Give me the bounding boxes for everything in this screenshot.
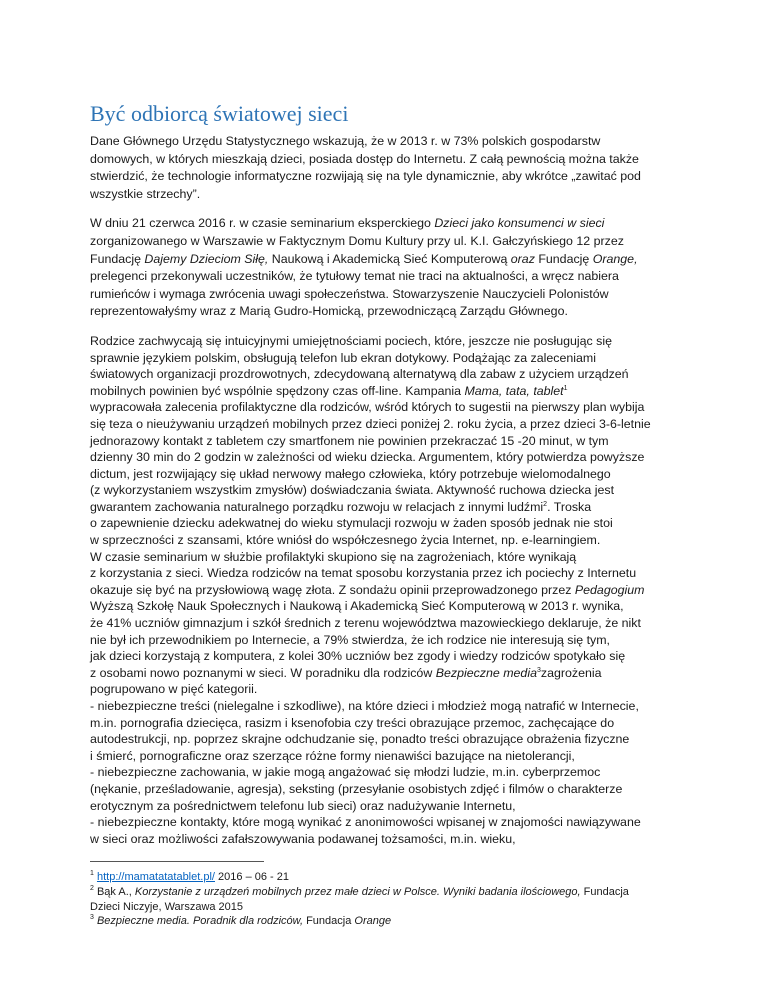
- text-line: Dane Głównego Urzędu Statystycznego wskazują, że w 2013 r. w 73% polskich gospodarstw: [90, 134, 601, 148]
- text-line: dictum, jest rozwijający się układ nerwowy małego człowieka, który potrzebuje wielomodalnego: [90, 466, 611, 481]
- text-line: o zapewnienie dziecku adekwatnej do wieku stymulacji rozwoju w żaden sposób jednak nie stoi: [90, 516, 613, 531]
- text-line: Wyższą Szkołę Nauk Społecznych i Naukową i Akademicką Sieć Komputerową w 2013 r. wynika,: [90, 599, 624, 614]
- text-line: domowych, w których mieszkają dzieci, posiada dostęp do Internetu. Z całą pewnością można także: [90, 151, 639, 166]
- text-line: jednorazowy kontakt z tabletem czy smartfonem nie powinien przekraczać 15 -20 minut, w tym: [90, 433, 609, 448]
- text-line: się teza o nieużywaniu urządzeń mobilnych przez dzieci poniżej 2. roku życia, a przez dzieci 3-6-letnie: [90, 416, 651, 431]
- text-line: Fundację Dajemy Dzieciom Siłę, Naukową i Akademicką Sieć Komputerową oraz Fundację Orange,: [90, 251, 638, 266]
- text-line: okazuje się być na przysłowiową wagę złota. Z sondażu opinii przeprowadzonego przez Pedagogium: [90, 582, 645, 597]
- paragraph-intro: [90, 133, 690, 203]
- footnote-2-cont: Dzieci Niczyje, Warszawa 2015: [90, 900, 244, 913]
- paragraph-seminar: [90, 215, 690, 321]
- footnote-1: $^1$ http://mamatatatablet.pl/ 2016 – 06 - 21: [90, 870, 289, 884]
- text-line: sprawnie językiem polskim, obsługują telefon lub ekran dotykowy. Podążając za zaleceniami: [90, 350, 596, 365]
- text-line: - niebezpieczne zachowania, w jakie mogą angażować się młodzi ludzie, m.in. cyberprzemoc: [90, 765, 601, 780]
- text-line: w sprzeczności z szansami, które wniósł do współczesnego życia Internet, np. e-learningiem.: [90, 533, 601, 548]
- text-line: stwierdzić, że technologie informatyczne rozwijają się na tyle dynamicznie, aby wkrótce „zawitać pod: [90, 169, 641, 184]
- text-line: z osobami nowo poznanymi w sieci. W poradniku dla rodziców Bezpieczne media$^3$zagrożenia: [90, 665, 602, 680]
- text-line: (z wykorzystaniem wszystkim zmysłów) doświadczania świata. Aktywność ruchowa dziecka jest: [90, 483, 615, 498]
- footnote-ref-1[interactable]: 1: [563, 384, 568, 392]
- text-line: prelegenci przekonywali uczestników, że tytułowy temat nie traci na aktualności, a wręcz nabiera: [90, 269, 619, 284]
- text-line: W dniu 21 czerwca 2016 r. w czasie seminarium eksperckiego Dzieci jako konsumenci w sieci: [90, 216, 605, 231]
- footnote-link[interactable]: http://mamatatatablet.pl/: [96, 871, 215, 884]
- text-line: że 41% uczniów gimnazjum i szkół średnich z terenu województwa mazowieckiego deklaruje, że nikt: [90, 616, 641, 631]
- text-line: światowych organizacji prozdrowotnych, zdecydowaną alternatywą dla zabaw z użyciem urządzeń: [90, 367, 629, 382]
- text-line: autodestrukcji, np. poprzez skrajne odchudzanie się, ponadto treści obrazujące obrażenia fizyczne: [90, 732, 630, 747]
- footnote-3: $^3$ Bezpieczne media. Poradnik dla rodziców, Fundacja Orange: [90, 914, 392, 928]
- text-line: W czasie seminarium w służbie profilaktyki skupiono się na zagrożeniach, które wynikają: [90, 549, 577, 564]
- text-line: i śmierć, pornograficzne oraz szerzące różne formy nienawiści bazujące na nietolerancji,: [90, 748, 575, 763]
- footnote-ref-3[interactable]: 3: [536, 666, 541, 674]
- paragraph-main: [90, 333, 690, 847]
- footnote-separator: [90, 861, 264, 862]
- text-line: zorganizowanego w Warszawie w Faktycznym Domu Kultury przy ul. K.I. Gałczyńskiego 12 przez: [90, 233, 624, 248]
- document-page: [90, 100, 690, 929]
- text-line: rumieńców i wymaga zwrócenia uwagi społeczeństwa. Stowarzyszenie Nauczycieli Polonistów: [90, 286, 609, 301]
- text-line: pogrupowano w pięć kategorii.: [90, 682, 258, 697]
- footnote-2: $^2$ Bąk A., Korzystanie z urządzeń mobilnych przez małe dzieci w Polsce. Wyniki badania ilościowego, Fundacja: [90, 884, 629, 898]
- text-line: dzienny 30 min do 2 godzin w zależności od wieku dziecka. Argumentem, który potwierdza powyższe: [90, 450, 645, 465]
- text-line: reprezentowałyśmy wraz z Marią Gudro-Homicką, przewodniczącą Zarządu Głównego.: [90, 304, 568, 319]
- text-line: gwarantem zachowania naturalnego porządku rozwoju w relacjach z innymi ludźmi$^2$. Troska: [90, 499, 592, 514]
- text-line: Rodzice zachwycają się intuicyjnymi umiejętnościami pociech, które, jeszcze nie posługując się: [90, 333, 613, 348]
- text-line: (nękanie, prześladowanie, agresja), seksting (przesyłanie osobistych zdjęć i filmów o charakterze: [90, 781, 623, 796]
- text-line: w sieci oraz możliwości zafałszowywania podawanej tożsamości, m.in. wieku,: [90, 831, 516, 846]
- text-line: wszystkie strzechy”.: [90, 186, 201, 201]
- text-line: m.in. pornografia dziecięca, rasizm i ksenofobia czy treści obrazujące przemoc, zachęcające do: [90, 715, 615, 730]
- footnote-ref-2[interactable]: 2: [543, 500, 548, 508]
- text-line: z korzystania z sieci. Wiedza rodziców na temat sposobu korzystania przez ich pociechy z Internetu: [90, 566, 637, 581]
- text-line: - niebezpieczne treści (nielegalne i szkodliwe), na które dzieci i młodzież mogą natrafić w Internecie,: [90, 699, 639, 713]
- text-line: - niebezpieczne kontakty, które mogą wynikać z anonimowości wpisanej w znajomości nawiązywane: [90, 815, 641, 830]
- footnotes: [90, 870, 690, 928]
- text-line: jak dzieci korzystają z komputera, z kolei 30% uczniów bez zgody i wiedzy rodziców spotykało się: [90, 649, 626, 664]
- text-line: erotycznym za pośrednictwem telefonu lub sieci) oraz nadużywanie Internetu,: [90, 798, 516, 813]
- document-title: Być odbiorcą światowej sieci: [90, 101, 349, 126]
- seminar-title: Dzieci jako konsumenci w sieci: [434, 216, 605, 231]
- text-line: mobilnych powinien być wspólnie spędzony czas off-line. Kampania Mama, tata, tablet$^1$: [90, 383, 568, 398]
- text-line: wypracowała zalecenia profilaktyczne dla rodziców, wśród których to sugestii na pierwszy plan wybija: [90, 400, 645, 415]
- text-line: nie był ich przewodnikiem po Internecie, a 79% stwierdza, że ich rodzice nie interesują się tym,: [90, 632, 610, 647]
